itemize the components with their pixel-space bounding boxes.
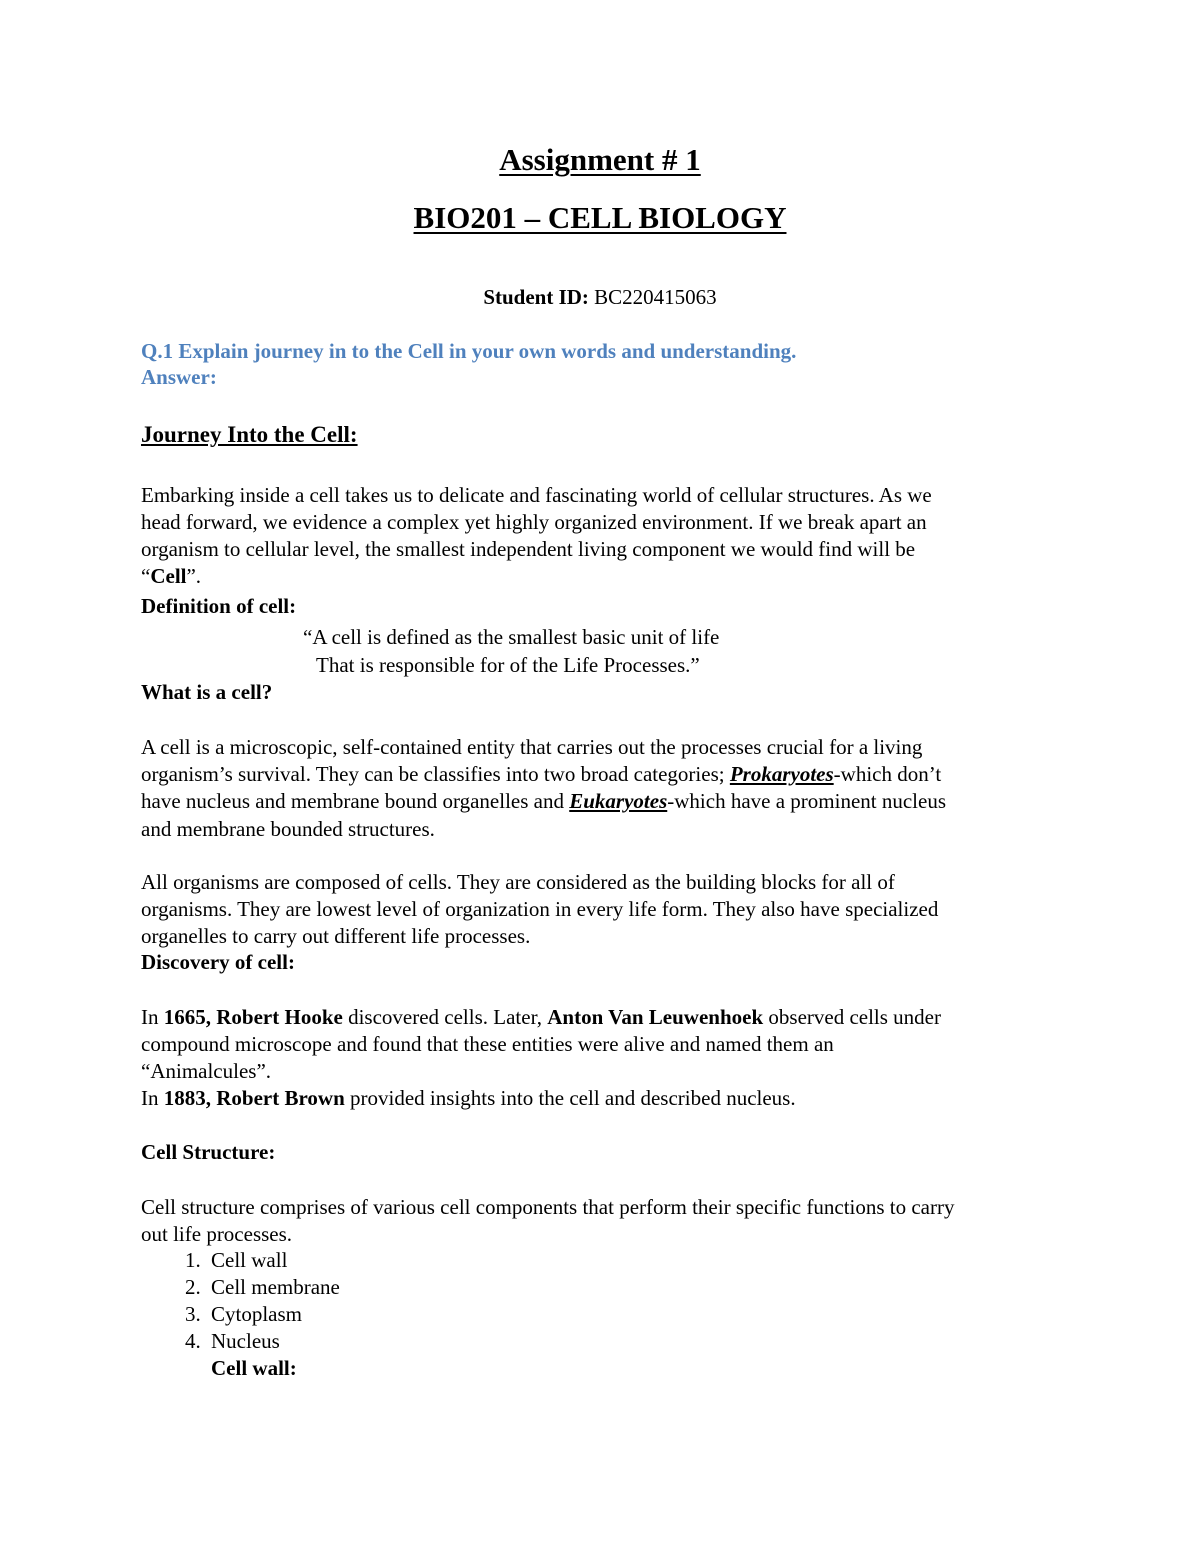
discovery-end-2: provided insights into the cell and described nucleus. — [344, 1086, 796, 1110]
what-is-line-4: and membrane bounded structures. — [141, 817, 435, 841]
list-item-number: 4. — [185, 1329, 201, 1353]
cell-word: Cell — [150, 564, 187, 588]
what-is-line-3 — [141, 788, 946, 814]
cell-close-quote: ”. — [186, 564, 202, 588]
discovery-line-2: compound microscope and found that these entities were alive and named them an — [141, 1032, 834, 1056]
what-is-line-3-post: -which have a prominent nucleus — [667, 789, 946, 813]
journey-line-2: head forward, we evidence a complex yet highly organized environment. If we break apart an — [141, 510, 927, 534]
organisms-line-1: All organisms are composed of cells. They are considered as the building blocks for all of — [141, 870, 895, 894]
list-item — [185, 1247, 287, 1273]
what-is-line-3-pre: have nucleus and membrane bound organelles and — [141, 789, 570, 813]
journey-line-3: organism to cellular level, the smallest independent living component we would find will be — [141, 537, 916, 561]
journey-line-4 — [141, 563, 201, 589]
what-is-line-2-pre: organism’s survival. They can be classifies into two broad categories; — [141, 762, 730, 786]
discovery-line-3: “Animalcules”. — [141, 1059, 272, 1083]
what-is-line-2-post: -which don’t — [833, 762, 942, 786]
list-item-label: Nucleus — [211, 1329, 280, 1353]
student-id-value: BC220415063 — [594, 285, 717, 309]
list-item — [185, 1328, 280, 1354]
discovery-end-1: observed cells under — [763, 1005, 941, 1029]
organisms-line-3: organelles to carry out different life processes. — [141, 924, 531, 948]
prokaryotes-term: Prokaryotes — [729, 762, 834, 786]
name-leeuwenhoek: Anton Van Leuwenhoek — [547, 1005, 764, 1029]
list-item-number: 3. — [185, 1302, 201, 1326]
discovery-in-1: In — [141, 1005, 164, 1029]
journey-heading: Journey Into the Cell: — [141, 422, 358, 447]
year-1883: 1883, — [163, 1086, 211, 1110]
journey-line-1: Embarking inside a cell takes us to delicate and fascinating world of cellular structures. As we — [141, 483, 932, 507]
eukaryotes-term: Eukaryotes — [569, 789, 668, 813]
definition-quote-line-1: “A cell is defined as the smallest basic unit of life — [303, 625, 720, 649]
list-item — [185, 1301, 302, 1327]
cell-open-quote: “ — [141, 564, 151, 588]
structure-line-1: Cell structure comprises of various cell components that perform their specific functions to carry — [141, 1195, 955, 1219]
student-id-line — [0, 284, 1200, 310]
discovery-line-4 — [141, 1085, 796, 1111]
structure-line-2: out life processes. — [141, 1222, 293, 1246]
what-is-heading: What is a cell? — [141, 680, 273, 704]
student-id-label: Student ID: — [483, 285, 589, 309]
assignment-title: Assignment # 1 — [499, 142, 701, 177]
definition-heading: Definition of cell: — [141, 594, 297, 618]
list-item — [185, 1274, 340, 1300]
list-item-label: Cell wall — [211, 1248, 288, 1272]
course-title: BIO201 – CELL BIOLOGY — [413, 200, 787, 235]
name-robert-hooke: Robert Hooke — [211, 1005, 343, 1029]
cell-wall-subheading: Cell wall: — [211, 1356, 297, 1380]
list-item-label: Cytoplasm — [211, 1302, 303, 1326]
list-item-number: 2. — [185, 1275, 201, 1299]
what-is-line-1: A cell is a microscopic, self-contained entity that carries out the processes crucial for a living — [141, 735, 923, 759]
question-text: Q.1 Explain journey in to the Cell in your own words and understanding. — [141, 339, 797, 363]
discovery-mid: discovered cells. Later, — [342, 1005, 548, 1029]
list-item-number: 1. — [185, 1248, 201, 1272]
organisms-line-2: organisms. They are lowest level of organization in every life form. They also have specialized — [141, 897, 939, 921]
year-1665: 1665, — [163, 1005, 211, 1029]
definition-quote-line-2: That is responsible for of the Life Processes.” — [316, 653, 700, 677]
answer-label: Answer: — [141, 365, 217, 389]
discovery-in-2: In — [141, 1086, 164, 1110]
discovery-line-1 — [141, 1004, 941, 1030]
discovery-heading: Discovery of cell: — [141, 950, 295, 974]
list-item-label: Cell membrane — [211, 1275, 340, 1299]
structure-heading: Cell Structure: — [141, 1140, 276, 1164]
what-is-line-2 — [141, 761, 941, 787]
name-robert-brown: Robert Brown — [211, 1086, 345, 1110]
